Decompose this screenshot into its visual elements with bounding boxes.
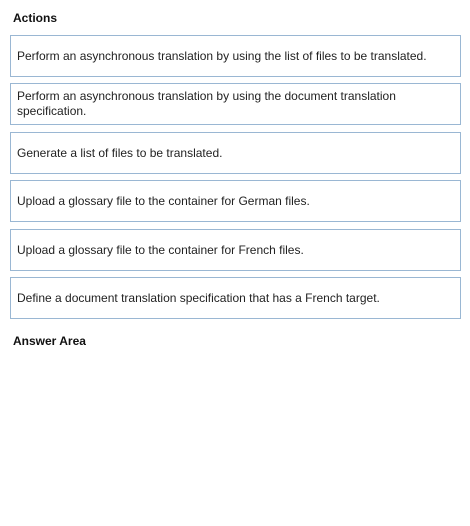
action-item-generate-file-list[interactable] [10, 132, 461, 174]
action-item-label: Upload a glossary file to the container for French files. [17, 242, 304, 257]
answer-area-dropzone[interactable] [10, 354, 463, 514]
action-item-async-translation-specification[interactable] [10, 83, 461, 125]
action-item-upload-glossary-german[interactable] [10, 180, 461, 222]
action-item-async-translation-file-list[interactable] [10, 35, 461, 77]
action-item-label: Generate a list of files to be translated. [17, 145, 223, 160]
action-item-define-french-specification[interactable] [10, 277, 461, 319]
action-item-label: Upload a glossary file to the container for German files. [17, 193, 310, 208]
action-item-label: Define a document translation specification that has a French target. [17, 290, 380, 305]
action-item-label: Perform an asynchronous translation by using the document translation specification. [17, 89, 396, 118]
actions-heading: Actions [13, 11, 58, 25]
action-item-upload-glossary-french[interactable] [10, 229, 461, 271]
answer-area-heading: Answer Area [13, 334, 86, 348]
action-item-label: Perform an asynchronous translation by using the list of files to be translated. [17, 48, 427, 63]
